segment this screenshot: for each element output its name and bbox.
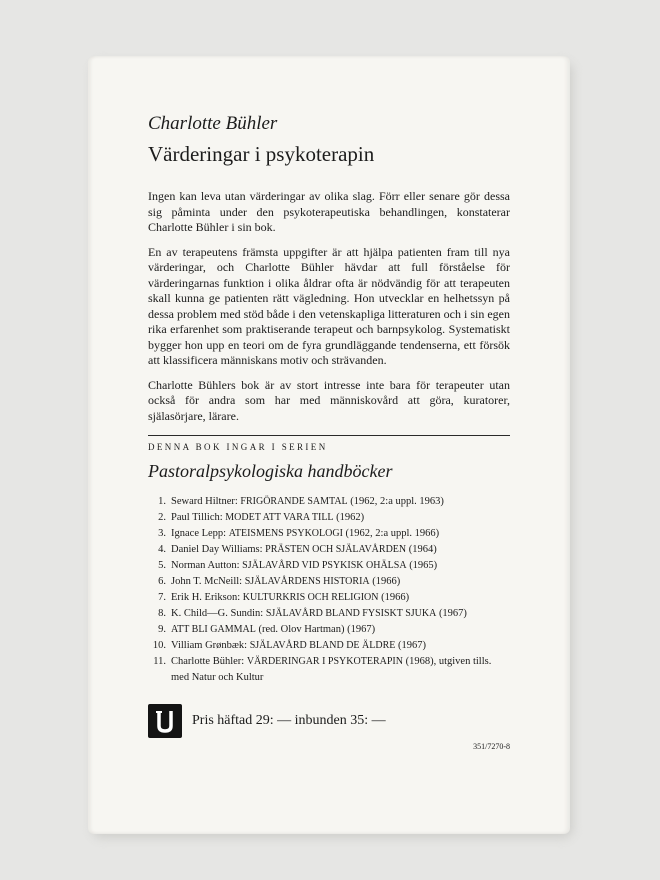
series-title: Pastoralpsykologiska handböcker (148, 461, 393, 481)
book-entry (171, 622, 510, 638)
book-number: 2. (158, 512, 166, 523)
book-series-title: VÄRDERINGAR I PSYKOTERAPIN (246, 656, 403, 667)
book-author: Norman Autton: (171, 560, 240, 571)
book-note: (1967) (397, 640, 426, 651)
series-book-item (148, 606, 510, 622)
book-note: (1962, 2:a uppl. 1966) (345, 528, 440, 539)
book-series-title: MODET ATT VARA TILL (225, 512, 334, 523)
book-entry (171, 526, 510, 542)
book-series-title: PRÄSTEN OCH SJÄLAVÅRDEN (265, 544, 407, 555)
book-entry (171, 542, 510, 558)
series-book-item (148, 654, 510, 686)
book-series-title: SJÄLAVÅRDENS HISTORIA (244, 576, 370, 587)
series-book-item (148, 542, 510, 558)
publisher-logo-icon (148, 704, 182, 738)
book-number: 10. (152, 640, 166, 651)
book-author: Seward Hiltner: (171, 496, 238, 507)
book-series-title: ATEISMENS PSYKOLOGI (228, 528, 343, 539)
book-series-title: SJÄLAVÅRD VID PSYKISK OHÄLSA (242, 560, 407, 571)
book-entry (171, 590, 510, 606)
book-title: Värderingar i psykoterapin (148, 142, 375, 166)
book-note: (1962) (336, 512, 365, 523)
series-book-item (148, 510, 510, 526)
series-book-item (148, 638, 510, 654)
book-entry (171, 574, 510, 590)
price-text: Pris häftad 29: — inbunden 35: — (192, 713, 386, 728)
book-series-title: ATT BLI GAMMAL (171, 624, 256, 635)
series-book-item (148, 590, 510, 606)
book-note: (1962, 2:a uppl. 1963) (350, 496, 444, 507)
series-book-item (148, 558, 510, 574)
book-entry (171, 494, 510, 510)
book-number: 6. (158, 576, 166, 587)
isbn-code: 351/7270-8 (473, 742, 510, 751)
book-entry (171, 606, 510, 622)
series-book-item (148, 526, 510, 542)
series-book-list (148, 494, 510, 686)
book-number: 1. (158, 496, 166, 507)
book-entry (171, 638, 510, 654)
divider (148, 435, 510, 436)
book-entry (171, 558, 510, 574)
book-series-title: SJÄLAVÅRD BLAND FYSISKT SJUKA (265, 608, 437, 619)
book-number: 5. (158, 560, 166, 571)
book-author: John T. McNeill: (171, 576, 243, 587)
author-name: Charlotte Bühler (148, 113, 278, 134)
book-number: 8. (158, 608, 166, 619)
blurb-paragraph-2: En av terapeutens främsta uppgifter är att hjälpa patienten fram till nya värderingar, och Charlotte Bühler hävdar att full förståelse för värderingarnas funktion i olika åldrar ofta är nödvändig för att terapeuten skall kunna ge patienten rätt vägledning. Hon utvecklar en helhetssyn på dessa problem med stöd både i den vetenskapliga litteraturen och i sin egen rika erfarenhet som praktiserande terapeut och barnpsykolog. Systematiskt bygger hon upp en teori om de fyra grundläggande tendenserna, ett försök att klassificera människans motiv och strävanden. (148, 244, 510, 367)
cover-content (148, 113, 510, 751)
book-number: 3. (158, 528, 166, 539)
book-author: Daniel Day Williams: (171, 544, 263, 555)
series-label: DENNA BOK INGAR I SERIEN (148, 442, 328, 452)
book-series-title: FRIGÖRANDE SAMTAL (240, 496, 348, 507)
series-book-item (148, 494, 510, 510)
book-author: Villiam Grønbæk: (171, 640, 248, 651)
book-entry (171, 510, 510, 526)
blurb-paragraph-1: Ingen kan leva utan värderingar av olika slag. Förr eller senare gör dessa sig påminta under den psykoterapeutiska behandlingen, konstaterar Charlotte Bühler i sin bok. (148, 189, 510, 234)
book-note: (1968), utgiven tills. med Natur och Kultur (171, 656, 492, 683)
book-series-title: SJÄLAVÅRD BLAND DE ÄLDRE (249, 640, 396, 651)
book-number: 4. (158, 544, 166, 555)
book-series-title: KULTURKRIS OCH RELIGION (242, 592, 379, 603)
book-author: Ignace Lepp: (171, 528, 227, 539)
book-note: (1967) (438, 608, 467, 619)
book-author: Erik H. Erikson: (171, 592, 241, 603)
book-note: (red. Olov Hartman) (1967) (258, 624, 376, 635)
book-author: Paul Tillich: (171, 512, 223, 523)
book-author: K. Child—G. Sundin: (171, 608, 264, 619)
book-note: (1965) (409, 560, 438, 571)
series-book-item (148, 574, 510, 590)
book-note: (1966) (372, 576, 401, 587)
price-row (148, 704, 510, 738)
book-number: 11. (153, 656, 166, 667)
series-book-item (148, 622, 510, 638)
book-author: Charlotte Bühler: (171, 656, 245, 667)
book-number: 7. (158, 592, 166, 603)
book-note: (1966) (381, 592, 410, 603)
book-number: 9. (158, 624, 166, 635)
book-entry (171, 654, 510, 686)
book-back-cover (88, 56, 570, 834)
book-note: (1964) (408, 544, 437, 555)
blurb-paragraph-3: Charlotte Bühlers bok är av stort intresse inte bara för terapeuter utan också för andra som har med människovård att göra, kuratorer, själasörjare, lärare. (148, 377, 510, 423)
